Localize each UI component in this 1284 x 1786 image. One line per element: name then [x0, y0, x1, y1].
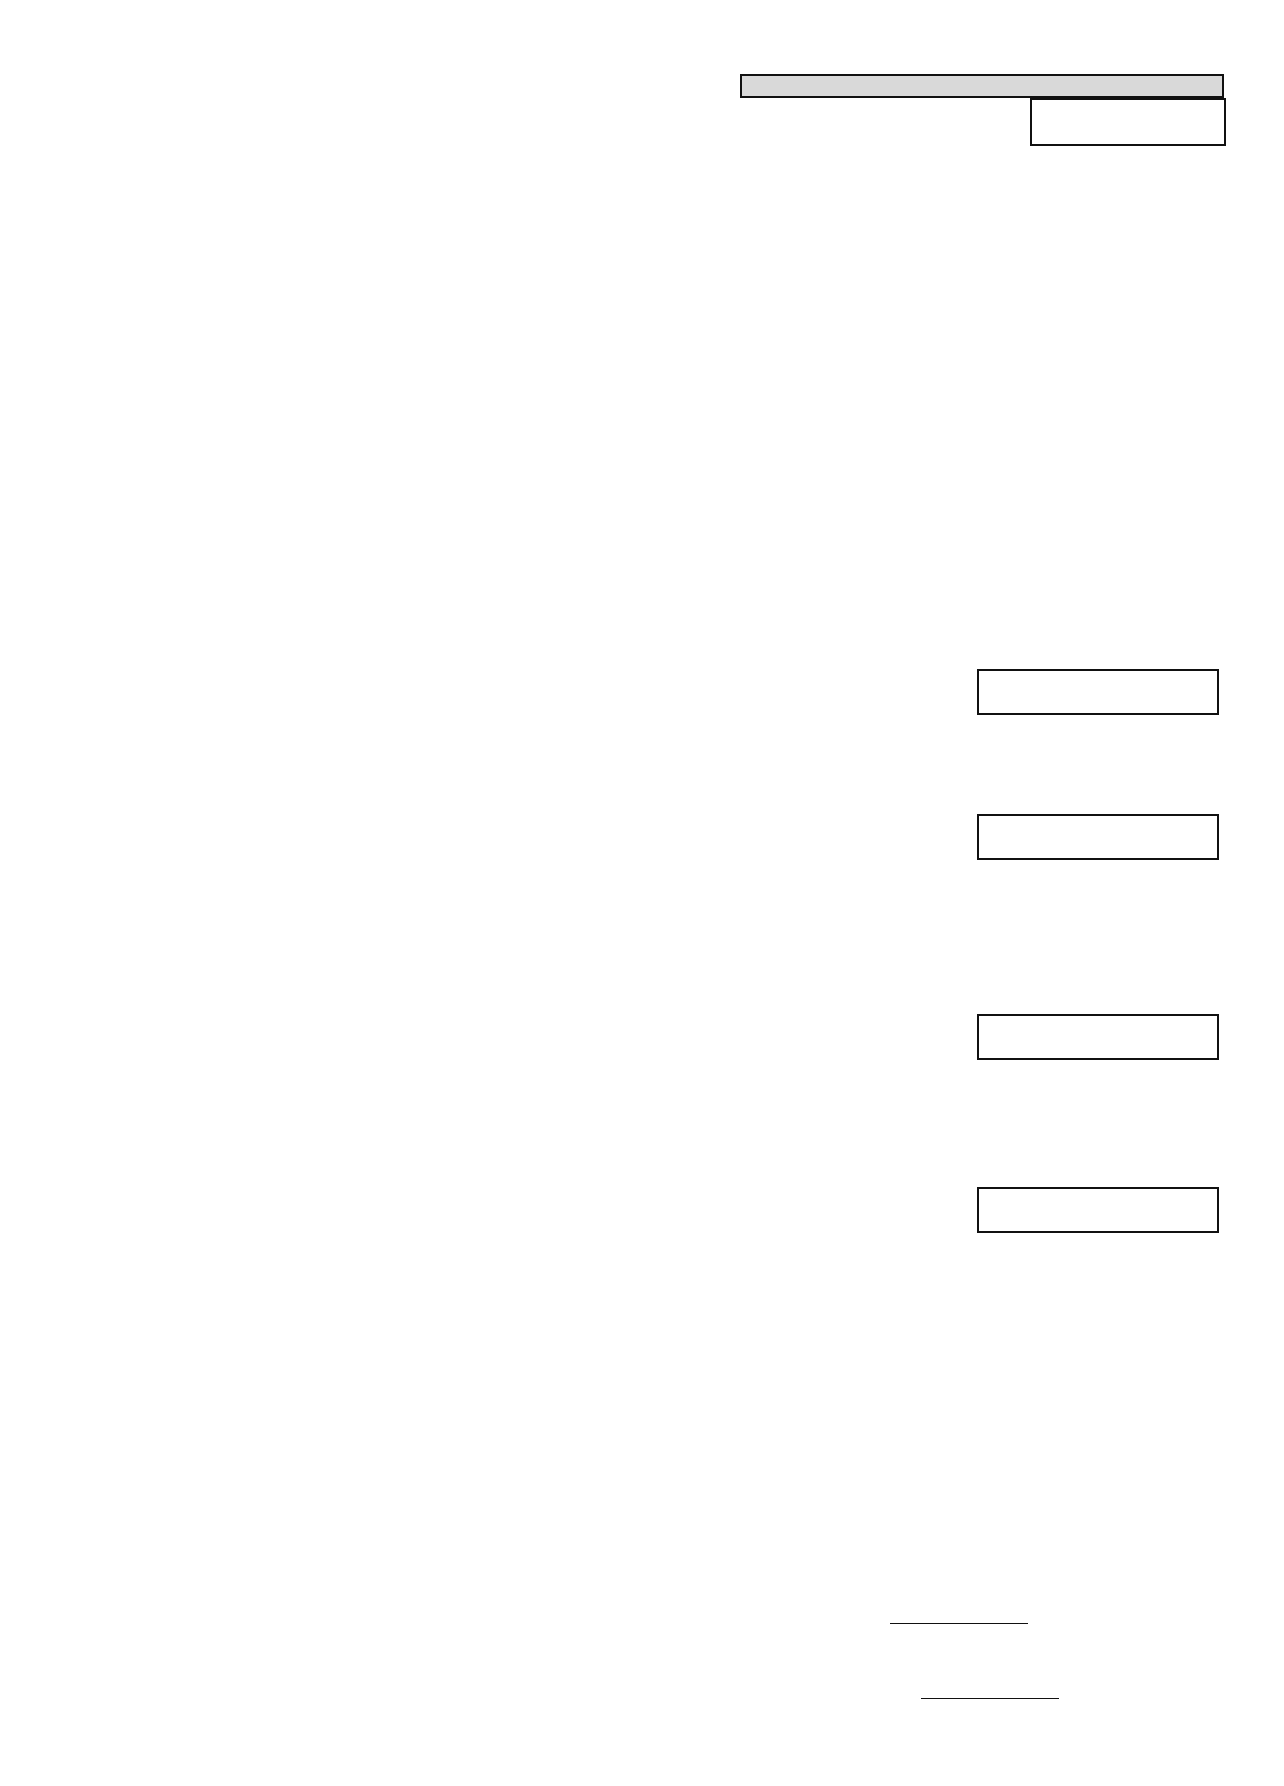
- third-place-box-2: [977, 1187, 1219, 1233]
- chief-secretary-signature-line: [921, 1698, 1059, 1699]
- second-place-box: [977, 1014, 1219, 1060]
- first-place-box: [977, 814, 1219, 860]
- chief-judge-signature-line: [890, 1623, 1028, 1624]
- third-place-box: [977, 669, 1219, 715]
